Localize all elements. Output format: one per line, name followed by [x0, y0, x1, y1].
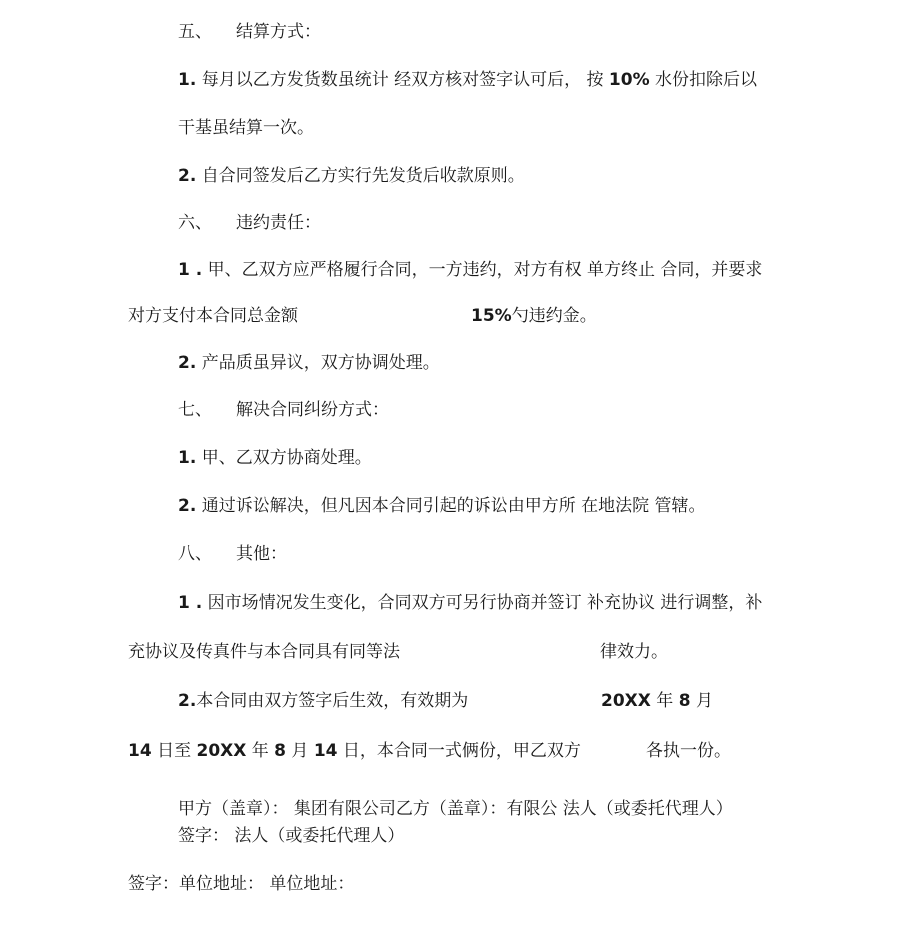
section-7-number: 七、 [178, 400, 212, 420]
item-number: 1 . [178, 260, 203, 280]
section-7-item-2 [178, 495, 706, 517]
section-8-item-2-line-2b: 各执一份。 [646, 741, 731, 761]
clause-text: 日，本合同一式俩份，甲乙双方 [342, 741, 581, 761]
signature-sign-line: 签字： 法人（或委托代理人） [178, 826, 405, 846]
clause-text: 每月以乙方发货数虽统计 经双方核对签字认可后， 按 [201, 70, 604, 90]
section-8-item-2-line-1a [178, 690, 468, 712]
date-year: 20XX [601, 691, 651, 711]
section-6-number: 六、 [178, 213, 212, 233]
percentage-value: 15% [471, 306, 512, 326]
section-7-heading [178, 399, 389, 421]
section-8-item-1-line-1 [178, 592, 762, 614]
section-6-item-1-line-1 [178, 259, 762, 281]
signature-party-line: 甲方（盖章）： 集团有限公司乙方（盖章）：有限公 法人（或委托代理人） [178, 799, 733, 819]
clause-text: 产品质虽异议，双方协调处理。 [201, 353, 440, 373]
date-day: 14 [313, 741, 338, 761]
item-number: 1. [178, 448, 197, 468]
section-8-item-1-line-2b: 律效力。 [600, 642, 668, 662]
item-number: 1 . [178, 593, 203, 613]
date-unit: 月 [291, 741, 309, 761]
date-month: 8 [678, 691, 691, 711]
clause-text: 通过诉讼解决，但凡因本合同引起的诉讼由甲方所 在地法院 管辖。 [201, 496, 706, 516]
section-5-number: 五、 [178, 22, 212, 42]
date-day: 14 [128, 741, 152, 761]
section-7-item-1 [178, 447, 372, 469]
section-8-item-2-line-1b [601, 690, 713, 712]
section-5-item-1-line-2: 干基虽结算一次。 [178, 118, 314, 138]
date-year: 20XX [196, 741, 247, 761]
item-number: 2. [178, 166, 197, 186]
section-8-item-1-line-2a: 充协议及传真件与本合同具有同等法 [128, 642, 400, 662]
date-unit: 年 [656, 691, 674, 711]
item-number: 2. [178, 353, 197, 373]
section-8-heading [178, 543, 287, 565]
section-8-title: 其他： [236, 544, 287, 564]
section-6-item-2 [178, 352, 440, 374]
section-6-item-1-line-2b [471, 305, 597, 327]
percentage-value: 10% [608, 70, 650, 90]
clause-text: 本合同由双方签字后生效，有效期为 [196, 691, 469, 711]
signature-address-line: 签字：单位地址： 单位地址： [128, 874, 355, 894]
section-5-title: 结算方式： [236, 22, 321, 42]
date-unit: 年 [251, 741, 269, 761]
item-number: 2. [178, 496, 197, 516]
item-number: 2. [178, 691, 197, 711]
item-number: 1. [178, 70, 197, 90]
section-7-title: 解决合同纠纷方式： [236, 400, 389, 420]
section-6-title: 违约责任： [236, 213, 321, 233]
date-unit: 月 [695, 691, 713, 711]
date-month: 8 [274, 741, 287, 761]
section-8-number: 八、 [178, 544, 212, 564]
date-unit: 日至 [157, 741, 192, 761]
section-8-item-2-line-2a [128, 740, 581, 762]
section-6-heading [178, 212, 321, 234]
section-5-item-1-line-1 [178, 69, 757, 91]
section-5-item-2 [178, 165, 525, 187]
clause-text: 因市场情况发生变化，合同双方可另行协商并签订 补充协议 进行调整，补 [207, 593, 763, 613]
clause-text: 勺违约金。 [511, 306, 597, 326]
section-5-heading [178, 21, 321, 43]
clause-text: 水份扣除后以 [655, 70, 758, 90]
clause-text: 自合同签发后乙方实行先发货后收款原则。 [201, 166, 525, 186]
clause-text: 甲、乙双方应严格履行合同，一方违约，对方有权 单方终止 合同，并要求 [207, 260, 763, 280]
section-6-item-1-line-2a: 对方支付本合同总金额 [128, 306, 298, 326]
clause-text: 甲、乙双方协商处理。 [201, 448, 372, 468]
